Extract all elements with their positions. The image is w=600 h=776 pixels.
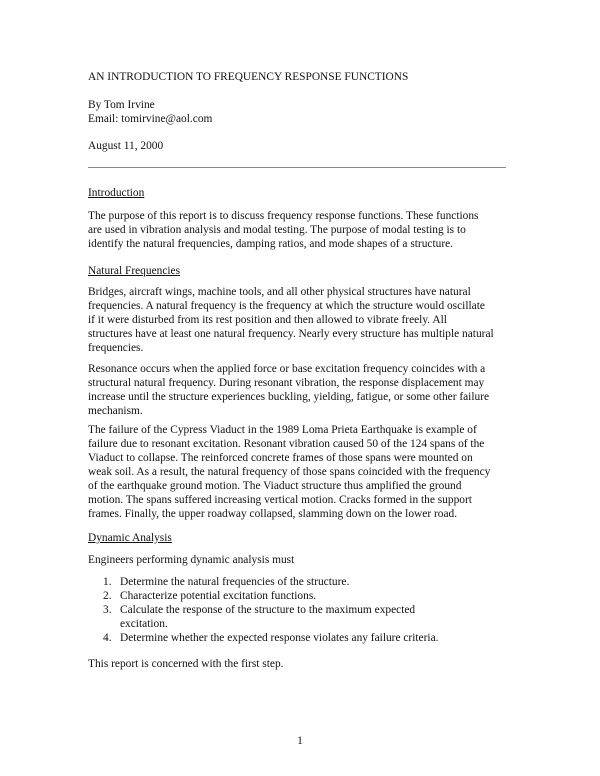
text-line: The purpose of this report is to discuss frequency response functions. These functions (88, 210, 479, 222)
author-line: By Tom Irvine (88, 99, 155, 111)
list-item-text: Characterize potential excitation functions. (120, 590, 317, 602)
natural-frequencies-paragraph-3 (88, 423, 518, 521)
closing-sentence: This report is concerned with the first step. (88, 658, 284, 670)
list-item (100, 589, 530, 603)
list-item (100, 603, 530, 617)
text-line: of the earthquake ground motion. The Viaduct structure thus amplified the ground (88, 480, 462, 492)
list-item-text: excitation. (120, 618, 168, 630)
list-item-continuation (100, 617, 530, 631)
dynamic-analysis-intro: Engineers performing dynamic analysis must (88, 554, 295, 566)
text-line: frequencies. (88, 342, 144, 354)
text-line: are used in vibration analysis and modal testing. The purpose of modal testing is to (88, 224, 466, 236)
introduction-paragraph (88, 209, 518, 251)
text-line: structures have at least one natural frequency. Nearly every structure has multiple natural (88, 328, 494, 340)
dynamic-analysis-heading: Dynamic Analysis (88, 532, 172, 544)
list-item-number: 1. (103, 576, 112, 588)
list-item-number: 3. (103, 604, 112, 616)
list-item-number: 2. (103, 590, 112, 602)
date-line: August 11, 2000 (88, 140, 164, 152)
list-item (100, 575, 530, 589)
text-line: structural natural frequency. During resonant vibration, the response displacement may (88, 377, 485, 389)
natural-frequencies-paragraph-2 (88, 362, 518, 418)
text-line: Bridges, aircraft wings, machine tools, and all other physical structures have natural (88, 286, 471, 298)
text-line: weak soil. As a result, the natural frequency of those spans coincided with the frequency (88, 466, 491, 478)
text-line: The failure of the Cypress Viaduct in the 1989 Loma Prieta Earthquake is example of (88, 424, 477, 436)
text-line: identify the natural frequencies, damping ratios, and mode shapes of a structure. (88, 238, 454, 250)
text-line: mechanism. (88, 405, 143, 417)
text-line: Resonance occurs when the applied force or base excitation frequency coincides with a (88, 363, 486, 375)
email-line: Email: tomirvine@aol.com (88, 113, 213, 125)
document-title: AN INTRODUCTION TO FREQUENCY RESPONSE FUNCTIONS (88, 71, 409, 83)
list-item-number: 4. (103, 632, 112, 644)
text-line: frequencies. A natural frequency is the frequency at which the structure would oscillate (88, 300, 485, 312)
page-number: 1 (297, 735, 303, 747)
text-line: if it were disturbed from its rest position and then allowed to vibrate freely. All (88, 314, 447, 326)
steps-list (100, 575, 530, 645)
text-line: failure due to resonant excitation. Resonant vibration caused 50 of the 124 spans of the (88, 438, 485, 450)
text-line: increase until the structure experiences buckling, yielding, fatigue, or some other failure (88, 391, 490, 403)
list-item-text: Determine the natural frequencies of the structure. (120, 576, 350, 588)
text-line: frames. Finally, the upper roadway collapsed, slamming down on the lower road. (88, 508, 458, 520)
text-line: motion. The spans suffered increasing vertical motion. Cracks formed in the support (88, 494, 472, 506)
list-item-text: Determine whether the expected response violates any failure criteria. (120, 632, 439, 644)
introduction-heading: Introduction (88, 187, 145, 199)
natural-frequencies-heading: Natural Frequencies (88, 265, 181, 277)
list-item (100, 631, 530, 645)
list-item-text: Calculate the response of the structure to the maximum expected (120, 604, 416, 616)
horizontal-rule (88, 167, 506, 168)
natural-frequencies-paragraph-1 (88, 285, 518, 355)
text-line: Viaduct to collapse. The reinforced concrete frames of those spans were mounted on (88, 452, 473, 464)
